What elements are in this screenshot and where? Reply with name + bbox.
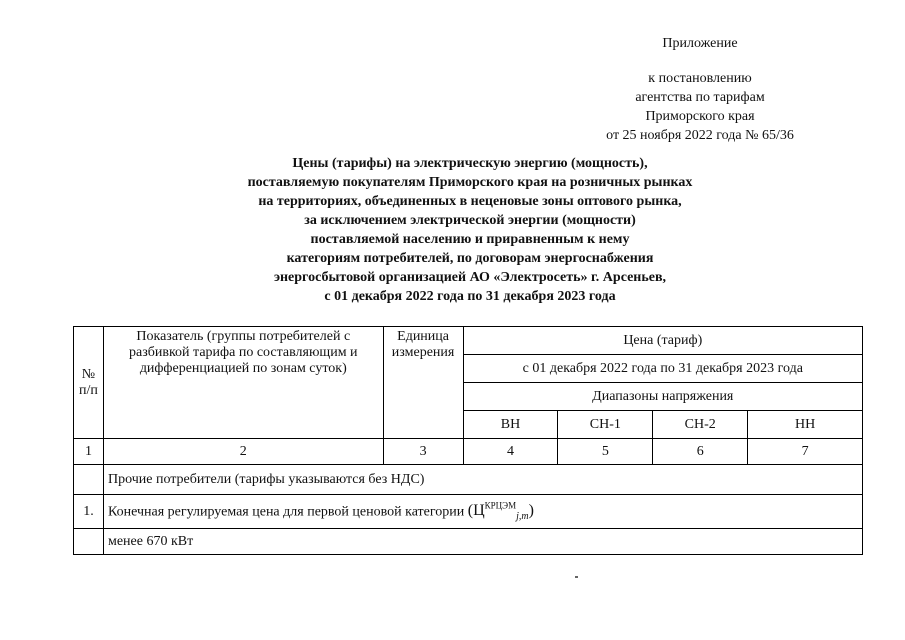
row-text: менее 670 кВт xyxy=(103,529,862,555)
header-indicator: Показатель (группы потребителей с разбивкой тарифа по составляющим и дифференциацией по зонам суток) xyxy=(103,327,383,439)
price-formula: $(Ц^{КРЦЭМ}_{j,m})$ xyxy=(467,500,534,523)
tariff-table xyxy=(73,326,863,555)
scan-mark xyxy=(575,576,578,578)
item-text-cell xyxy=(103,495,862,529)
title-line: Цены (тарифы) на электрическую энергию (мощность), xyxy=(292,156,648,171)
col-number: 2 xyxy=(103,439,383,465)
appendix-line-3: Приморского края xyxy=(645,109,755,124)
appendix-line-2: агентства по тарифам xyxy=(635,90,765,105)
header-voltage-nn: НН xyxy=(748,411,863,439)
row-num-empty xyxy=(74,529,104,555)
document-title xyxy=(170,154,770,306)
col-number: 1 xyxy=(74,439,104,465)
header-period: с 01 декабря 2022 года по 31 декабря 2023 года xyxy=(463,355,862,383)
header-voltage-sn2: СН-2 xyxy=(653,411,748,439)
appendix-line-4: от 25 ноября 2022 года № 65/36 xyxy=(606,128,794,143)
title-line: энергосбытовой организацией АО «Электросеть» г. Арсеньев, xyxy=(273,270,667,285)
section-label: Прочие потребители (тарифы указываются без НДС) xyxy=(103,465,862,495)
col-number: 3 xyxy=(383,439,463,465)
header-voltage-ranges: Диапазоны напряжения xyxy=(463,383,862,411)
title-line: на территориях, объединенных в неценовые зоны оптового рынка, xyxy=(258,194,682,209)
header-voltage-sn1: СН-1 xyxy=(558,411,653,439)
title-line: поставляемой населению и приравненным к нему xyxy=(310,232,630,247)
title-line: за исключением электрической энергии (мощности) xyxy=(304,213,636,228)
header-price: Цена (тариф) xyxy=(463,327,862,355)
title-line: поставляемую покупателям Приморского края на розничных рынках xyxy=(247,175,693,190)
title-line: категориям потребителей, по договорам энергоснабжения xyxy=(286,251,654,266)
formula-base: Ц xyxy=(473,502,485,520)
col-number: 5 xyxy=(558,439,653,465)
header-unit: Единица измерения xyxy=(383,327,463,439)
item-text: Конечная регулируемая цена для первой ценовой категории xyxy=(107,504,465,520)
col-number: 7 xyxy=(748,439,863,465)
header-voltage-vn: ВН xyxy=(463,411,558,439)
item-num: 1. xyxy=(74,495,104,529)
appendix-line-1: к постановлению xyxy=(648,71,752,86)
header-num: № п/п xyxy=(74,327,104,439)
appendix-title: Приложение xyxy=(662,36,738,51)
formula-sup: КРЦЭМ xyxy=(484,500,517,511)
appendix-block xyxy=(560,34,840,145)
col-number: 6 xyxy=(653,439,748,465)
section-num-empty xyxy=(74,465,104,495)
title-line: с 01 декабря 2022 года по 31 декабря 2023 года xyxy=(324,289,616,304)
col-number: 4 xyxy=(463,439,558,465)
formula-sub: j,m xyxy=(516,511,529,523)
